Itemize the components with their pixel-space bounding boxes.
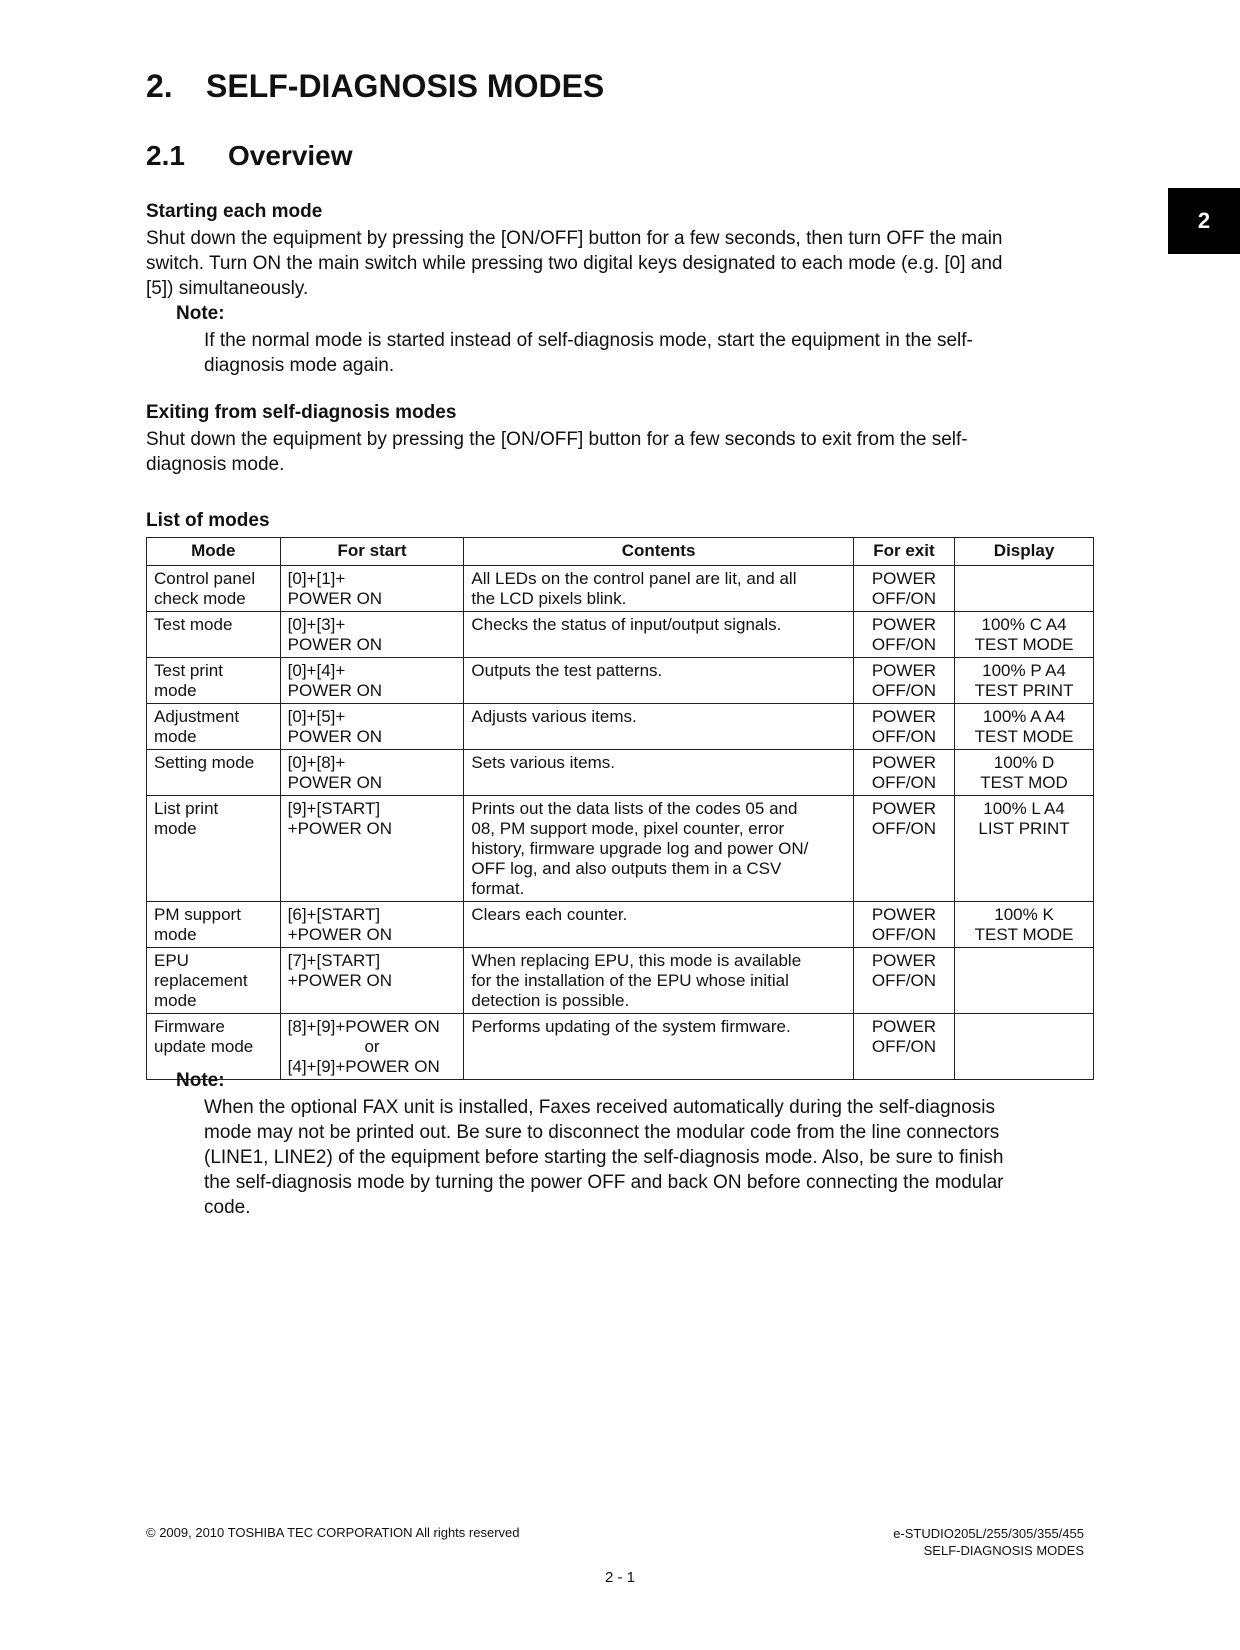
table-row [147, 948, 1094, 1014]
cell-contents [464, 796, 853, 902]
cell-mode-line: mode [154, 727, 197, 746]
cell-for-exit-line: OFF/ON [871, 773, 937, 792]
footer-copyright: © 2009, 2010 TOSHIBA TEC CORPORATION All rights reserved [146, 1525, 520, 1540]
cell-for-exit [853, 902, 954, 948]
cell-contents-line: 08, PM support mode, pixel counter, error [471, 819, 785, 838]
cell-mode-line: Control panel [154, 569, 256, 588]
cell-for-exit-line: OFF/ON [871, 925, 937, 944]
cell-display-line: 100% P A4 [982, 661, 1066, 680]
cell-for-exit-line: OFF/ON [871, 681, 937, 700]
footer-right [893, 1525, 1084, 1559]
table-row [147, 658, 1094, 704]
cell-for-exit-line: POWER [871, 569, 937, 588]
cell-contents [464, 566, 853, 612]
cell-for-exit-line: POWER [871, 615, 937, 634]
starting-note-line: diagnosis mode again. [204, 355, 395, 376]
section-number: 2.1 [146, 140, 185, 171]
starting-line: [5]) simultaneously. [146, 278, 309, 299]
cell-contents-line: Checks the status of input/output signals. [471, 615, 782, 634]
bottom-note-line: mode may not be printed out. Be sure to disconnect the modular code from the line connectors [204, 1122, 1000, 1143]
header-mode: Mode [147, 538, 281, 566]
cell-display [955, 1014, 1094, 1080]
cell-display-line: LIST PRINT [978, 819, 1070, 838]
header-display: Display [955, 538, 1094, 566]
cell-contents-line: Performs updating of the system firmware. [471, 1017, 791, 1036]
cell-for-start [280, 704, 464, 750]
cell-for-start-line: POWER ON [287, 589, 383, 608]
cell-mode-line: mode [154, 681, 197, 700]
cell-display [955, 948, 1094, 1014]
modes-table [146, 537, 1094, 1080]
cell-for-exit-line: POWER [871, 951, 937, 970]
cell-contents-line: Prints out the data lists of the codes 05 and [471, 799, 798, 818]
chapter-heading [146, 68, 604, 105]
cell-display [955, 566, 1094, 612]
cell-for-start [280, 658, 464, 704]
cell-for-start-line: [0]+[5]+ [287, 707, 346, 726]
cell-for-exit [853, 704, 954, 750]
cell-for-start-line: POWER ON [287, 773, 383, 792]
cell-for-start-line: [6]+[START] [287, 905, 381, 924]
table-row [147, 612, 1094, 658]
cell-for-exit [853, 612, 954, 658]
page-number: 2 - 1 [604, 1569, 635, 1586]
cell-for-exit-line: OFF/ON [871, 819, 937, 838]
exiting-line: Shut down the equipment by pressing the [ON/OFF] button for a few seconds to exit from the self- [146, 429, 968, 450]
starting-note-label: Note: [176, 303, 225, 324]
cell-mode-line: update mode [154, 1037, 254, 1056]
cell-display-line: TEST MODE [974, 727, 1074, 746]
cell-for-exit-line: OFF/ON [871, 727, 937, 746]
cell-for-start-line: POWER ON [287, 727, 383, 746]
cell-for-exit-line: POWER [871, 905, 937, 924]
cell-mode-line: mode [154, 925, 197, 944]
section-heading [146, 140, 353, 172]
chapter-number: 2. [146, 68, 173, 104]
cell-contents-line: history, firmware upgrade log and power ON/ [471, 839, 809, 858]
table-row [147, 566, 1094, 612]
cell-contents [464, 750, 853, 796]
cell-mode-line: mode [154, 991, 197, 1010]
cell-for-start-line: POWER ON [287, 635, 383, 654]
cell-mode-line: Adjustment [154, 707, 240, 726]
cell-for-exit-line: OFF/ON [871, 635, 937, 654]
bottom-note-line: When the optional FAX unit is installed, Faxes received automatically during the self-diagnosis [204, 1097, 996, 1118]
cell-for-start-line: [0]+[4]+ [287, 661, 346, 680]
table-row [147, 796, 1094, 902]
starting-line: switch. Turn ON the main switch while pressing two digital keys designated to each mode (e.g. [0] and [146, 253, 1003, 274]
cell-contents-line: Sets various items. [471, 753, 615, 772]
cell-display-line: 100% L A4 [983, 799, 1065, 818]
cell-for-exit-line: POWER [871, 1017, 937, 1036]
cell-mode [147, 566, 281, 612]
cell-for-start [280, 750, 464, 796]
cell-display [955, 796, 1094, 902]
cell-for-start [280, 566, 464, 612]
cell-mode [147, 704, 281, 750]
starting-note-text [204, 328, 1084, 378]
cell-contents-line: Outputs the test patterns. [471, 661, 663, 680]
cell-for-start-line: [0]+[3]+ [287, 615, 346, 634]
bottom-note-line: code. [204, 1197, 251, 1218]
cell-contents-line: Adjusts various items. [471, 707, 637, 726]
cell-for-start-line: [7]+[START] [287, 951, 381, 970]
cell-for-start-line: +POWER ON [287, 925, 393, 944]
cell-mode [147, 612, 281, 658]
cell-display [955, 704, 1094, 750]
bottom-note-line: (LINE1, LINE2) of the equipment before starting the self-diagnosis mode. Also, be sure to finish [204, 1147, 1004, 1168]
cell-contents [464, 1014, 853, 1080]
cell-mode [147, 750, 281, 796]
cell-for-exit-line: OFF/ON [871, 971, 937, 990]
cell-for-start-line: [4]+[9]+POWER ON [287, 1057, 440, 1076]
cell-mode-line: mode [154, 819, 197, 838]
cell-mode-line: replacement [154, 971, 248, 990]
list-title: List of modes [146, 510, 270, 531]
cell-contents-line: OFF log, and also outputs them in a CSV [471, 859, 782, 878]
cell-display [955, 750, 1094, 796]
cell-mode-line: List print [154, 799, 219, 818]
cell-for-start-line: +POWER ON [287, 971, 393, 990]
exiting-line: diagnosis mode. [146, 454, 285, 475]
cell-contents [464, 948, 853, 1014]
cell-display [955, 902, 1094, 948]
cell-for-exit-line: POWER [871, 661, 937, 680]
cell-display [955, 612, 1094, 658]
exiting-title: Exiting from self-diagnosis modes [146, 402, 457, 423]
header-contents: Contents [464, 538, 853, 566]
cell-display-line: 100% K [994, 905, 1054, 924]
cell-display-line: TEST MODE [974, 635, 1074, 654]
cell-contents-line: All LEDs on the control panel are lit, and all [471, 569, 797, 588]
cell-mode [147, 796, 281, 902]
cell-display-line: 100% D [993, 753, 1055, 772]
starting-note-line: If the normal mode is started instead of self-diagnosis mode, start the equipment in the self- [204, 330, 973, 351]
cell-mode [147, 902, 281, 948]
cell-display-line: TEST MODE [974, 925, 1074, 944]
cell-contents-line: Clears each counter. [471, 905, 628, 924]
cell-for-exit [853, 1014, 954, 1080]
starting-line: Shut down the equipment by pressing the [ON/OFF] button for a few seconds, then turn OFF the main [146, 228, 1003, 249]
cell-contents-line: the LCD pixels blink. [471, 589, 627, 608]
cell-for-exit [853, 796, 954, 902]
section-title: Overview [228, 140, 353, 171]
cell-contents-line: for the installation of the EPU whose initial [471, 971, 789, 990]
cell-display-line: TEST MOD [980, 773, 1068, 792]
table-row [147, 704, 1094, 750]
cell-contents [464, 658, 853, 704]
table-row [147, 1014, 1094, 1080]
header-for-exit: For exit [853, 538, 954, 566]
cell-mode-line: PM support [154, 905, 241, 924]
cell-for-start-line: [9]+[START] [287, 799, 381, 818]
starting-title: Starting each mode [146, 201, 323, 222]
cell-mode-line: check mode [154, 589, 246, 608]
cell-contents-line: When replacing EPU, this mode is available [471, 951, 802, 970]
cell-for-start-line: or [364, 1037, 380, 1056]
bottom-note-label: Note: [176, 1070, 225, 1091]
footer-section: SELF-DIAGNOSIS MODES [923, 1543, 1084, 1558]
bottom-note-text [204, 1095, 1084, 1220]
cell-contents [464, 612, 853, 658]
cell-contents [464, 902, 853, 948]
cell-for-exit [853, 750, 954, 796]
cell-for-exit-line: POWER [871, 707, 937, 726]
cell-contents-line: detection is possible. [471, 991, 630, 1010]
chapter-title: SELF-DIAGNOSIS MODES [206, 68, 605, 104]
cell-display [955, 658, 1094, 704]
cell-display-line: 100% C A4 [981, 615, 1067, 634]
cell-for-exit-line: POWER [871, 799, 937, 818]
starting-paragraph [146, 226, 1086, 301]
cell-for-start [280, 612, 464, 658]
cell-for-start-line: [0]+[8]+ [287, 753, 346, 772]
chapter-tab: 2 [1168, 188, 1240, 254]
header-for-start: For start [280, 538, 464, 566]
cell-for-start [280, 796, 464, 902]
cell-for-start-line: [0]+[1]+ [287, 569, 346, 588]
cell-for-start-line: POWER ON [287, 681, 383, 700]
cell-for-exit [853, 948, 954, 1014]
table-row [147, 750, 1094, 796]
cell-for-exit-line: OFF/ON [871, 589, 937, 608]
modes-table-body [147, 566, 1094, 1080]
cell-display-line: TEST PRINT [974, 681, 1074, 700]
table-row [147, 902, 1094, 948]
cell-for-exit-line: POWER [871, 753, 937, 772]
cell-for-start-line: +POWER ON [287, 819, 393, 838]
cell-contents-line: format. [471, 879, 525, 898]
bottom-note-line: the self-diagnosis mode by turning the power OFF and back ON before connecting the modular [204, 1172, 1004, 1193]
cell-for-start [280, 902, 464, 948]
cell-display-line: 100% A A4 [982, 707, 1066, 726]
cell-mode-line: Test mode [154, 615, 233, 634]
cell-for-exit [853, 566, 954, 612]
exiting-paragraph [146, 427, 1086, 477]
cell-mode-line: EPU [154, 951, 189, 970]
cell-for-start [280, 1014, 464, 1080]
cell-for-exit [853, 658, 954, 704]
cell-mode-line: Test print [154, 661, 223, 680]
footer-model: e-STUDIO205L/255/305/355/455 [893, 1526, 1084, 1541]
cell-for-start-line: [8]+[9]+POWER ON [287, 1017, 440, 1036]
cell-mode [147, 658, 281, 704]
table-header-row [147, 538, 1094, 566]
cell-for-start [280, 948, 464, 1014]
cell-for-exit-line: OFF/ON [871, 1037, 937, 1056]
cell-mode-line: Firmware [154, 1017, 225, 1036]
cell-mode [147, 948, 281, 1014]
cell-mode-line: Setting mode [154, 753, 255, 772]
cell-contents [464, 704, 853, 750]
